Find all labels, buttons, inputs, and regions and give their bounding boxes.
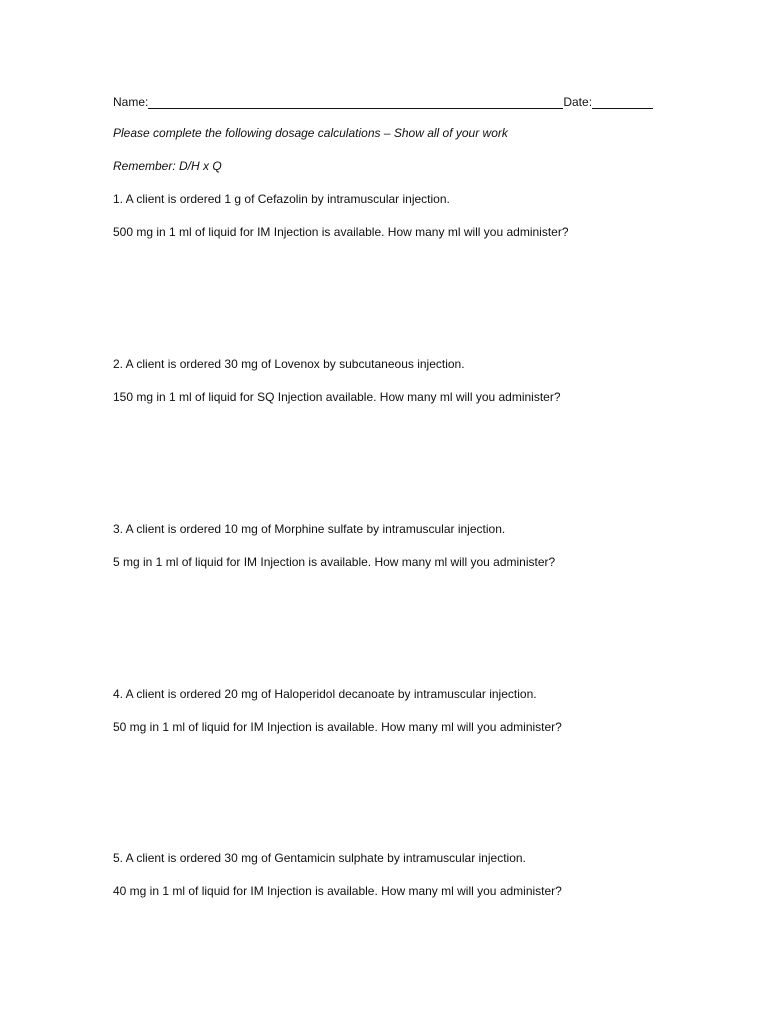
question-4-available: 50 mg in 1 ml of liquid for IM Injection is available. How many ml will you administer? [113, 720, 562, 734]
name-label: Name: [113, 95, 149, 109]
question-1-available: 500 mg in 1 ml of liquid for IM Injection is available. How many ml will you administer? [113, 225, 569, 239]
date-blank-line[interactable] [592, 95, 653, 109]
question-5-order: 5. A client is ordered 30 mg of Gentamicin sulphate by intramuscular injection. [113, 851, 526, 865]
question-3-available: 5 mg in 1 ml of liquid for IM Injection is available. How many ml will you administer? [113, 555, 556, 569]
name-blank-line[interactable] [148, 95, 563, 109]
question-1-order: 1. A client is ordered 1 g of Cefazolin by intramuscular injection. [113, 192, 450, 206]
date-label: Date: [563, 95, 593, 109]
question-2-order: 2. A client is ordered 30 mg of Lovenox by subcutaneous injection. [113, 357, 465, 371]
instructions-text: Please complete the following dosage calculations – Show all of your work [113, 126, 508, 140]
question-2-available: 150 mg in 1 ml of liquid for SQ Injection available. How many ml will you administer? [113, 390, 561, 404]
question-5-available: 40 mg in 1 ml of liquid for IM Injection is available. How many ml will you administer? [113, 884, 562, 898]
question-3-order: 3. A client is ordered 10 mg of Morphine sulfate by intramuscular injection. [113, 522, 506, 536]
question-4-order: 4. A client is ordered 20 mg of Haloperidol decanoate by intramuscular injection. [113, 687, 537, 701]
reminder-formula: Remember: D/H x Q [113, 159, 222, 173]
header-fields [113, 93, 658, 109]
